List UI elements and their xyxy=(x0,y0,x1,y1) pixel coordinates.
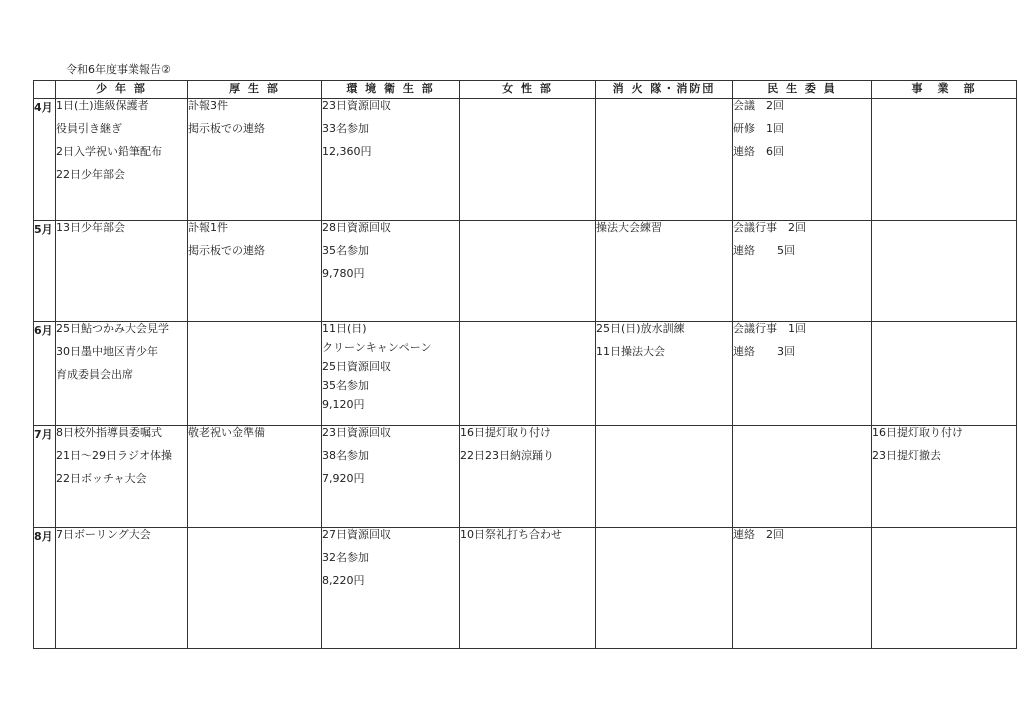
cell-text-line: 16日提灯取り付け xyxy=(872,426,963,439)
cell-text-line: 操法大会練習 xyxy=(596,221,662,234)
cell-business xyxy=(872,426,1017,528)
column-header-environment: 環 境 衛 生 部 xyxy=(322,81,460,99)
cell-youth xyxy=(56,322,188,426)
cell-text-line: 22日23日納涼踊り xyxy=(460,449,554,462)
cell-women xyxy=(460,528,596,649)
cell-women xyxy=(460,426,596,528)
month-label: 5月 xyxy=(34,221,56,322)
cell-women xyxy=(460,221,596,322)
cell-youth xyxy=(56,528,188,649)
cell-women xyxy=(460,99,596,221)
cell-text-line: クリーンキャンペーン xyxy=(322,341,432,354)
cell-youth xyxy=(56,426,188,528)
cell-text-line: 23日資源回収 xyxy=(322,426,391,439)
cell-text-line: 33名参加 xyxy=(322,122,369,135)
cell-text-line: 連絡 2回 xyxy=(733,528,784,541)
cell-environment xyxy=(322,221,460,322)
column-header-women: 女 性 部 xyxy=(460,81,596,99)
cell-welfare-commissioner xyxy=(733,426,872,528)
column-header-welfare: 厚 生 部 xyxy=(188,81,322,99)
cell-text-line: 27日資源回収 xyxy=(322,528,391,541)
cell-text-line: 育成委員会出席 xyxy=(56,368,133,381)
cell-business xyxy=(872,99,1017,221)
cell-text-line: 会議行事 2回 xyxy=(733,221,806,234)
cell-fire-brigade xyxy=(596,426,733,528)
table-row xyxy=(34,99,1017,221)
cell-welfare xyxy=(188,528,322,649)
cell-welfare-commissioner xyxy=(733,99,872,221)
cell-text-line: 敬老祝い金準備 xyxy=(188,426,265,439)
cell-welfare xyxy=(188,426,322,528)
cell-business xyxy=(872,528,1017,649)
cell-welfare xyxy=(188,322,322,426)
cell-text-line: 訃報1件 xyxy=(188,221,228,234)
cell-fire-brigade xyxy=(596,99,733,221)
cell-text-line: 掲示板での連絡 xyxy=(188,122,265,135)
month-label: 4月 xyxy=(34,99,56,221)
table-row xyxy=(34,322,1017,426)
column-header-business: 事 業 部 xyxy=(872,81,1017,99)
table-row xyxy=(34,221,1017,322)
cell-text-line: 25日鮎つかみ大会見学 xyxy=(56,322,169,335)
cell-fire-brigade xyxy=(596,221,733,322)
month-label: 6月 xyxy=(34,322,56,426)
cell-women xyxy=(460,322,596,426)
cell-welfare xyxy=(188,99,322,221)
table-header-row xyxy=(34,81,1017,99)
column-header-fire-brigade: 消 火 隊・消防団 xyxy=(596,81,733,99)
cell-welfare-commissioner xyxy=(733,322,872,426)
cell-text-line: 1日(土)進級保護者 xyxy=(56,99,149,112)
cell-business xyxy=(872,221,1017,322)
column-header-youth: 少 年 部 xyxy=(56,81,188,99)
cell-text-line: 16日提灯取り付け xyxy=(460,426,551,439)
cell-text-line: 連絡 5回 xyxy=(733,244,795,257)
cell-text-line: 11日操法大会 xyxy=(596,345,665,358)
month-label: 8月 xyxy=(34,528,56,649)
cell-environment xyxy=(322,322,460,426)
cell-fire-brigade xyxy=(596,528,733,649)
cell-text-line: 8日校外指導員委嘱式 xyxy=(56,426,162,439)
column-header-welfare-commissioner: 民 生 委 員 xyxy=(733,81,872,99)
month-column-header xyxy=(34,81,56,99)
cell-text-line: 21日～29日ラジオ体操 xyxy=(56,449,172,462)
cell-text-line: 10日祭礼打ち合わせ xyxy=(460,528,562,541)
table-row xyxy=(34,528,1017,649)
cell-text-line: 7日ボーリング大会 xyxy=(56,528,151,541)
cell-text-line: 25日資源回収 xyxy=(322,360,391,373)
cell-text-line: 25日(日)放水訓練 xyxy=(596,322,685,335)
cell-text-line: 7,920円 xyxy=(322,472,365,485)
cell-environment xyxy=(322,426,460,528)
cell-text-line: 役員引き継ぎ xyxy=(56,122,122,135)
cell-text-line: 13日少年部会 xyxy=(56,221,125,234)
cell-text-line: 23日提灯撤去 xyxy=(872,449,941,462)
cell-text-line: 連絡 6回 xyxy=(733,145,784,158)
cell-environment xyxy=(322,528,460,649)
cell-youth xyxy=(56,99,188,221)
cell-text-line: 30日墨中地区青少年 xyxy=(56,345,158,358)
cell-text-line: 訃報3件 xyxy=(188,99,228,112)
cell-welfare xyxy=(188,221,322,322)
cell-text-line: 32名参加 xyxy=(322,551,369,564)
cell-welfare-commissioner xyxy=(733,221,872,322)
cell-text-line: 会議 2回 xyxy=(733,99,784,112)
cell-text-line: 11日(日) xyxy=(322,322,367,335)
cell-text-line: 35名参加 xyxy=(322,244,369,257)
cell-text-line: 掲示板での連絡 xyxy=(188,244,265,257)
cell-text-line: 9,780円 xyxy=(322,267,365,280)
cell-text-line: 8,220円 xyxy=(322,574,365,587)
cell-text-line: 35名参加 xyxy=(322,379,369,392)
document-title: 令和6年度事業報告② xyxy=(66,63,171,76)
cell-text-line: 22日ボッチャ大会 xyxy=(56,472,147,485)
cell-text-line: 9,120円 xyxy=(322,398,365,411)
cell-youth xyxy=(56,221,188,322)
cell-text-line: 12,360円 xyxy=(322,145,372,158)
month-label: 7月 xyxy=(34,426,56,528)
activity-report-table xyxy=(33,80,1017,649)
cell-text-line: 23日資源回収 xyxy=(322,99,391,112)
cell-welfare-commissioner xyxy=(733,528,872,649)
table-row xyxy=(34,426,1017,528)
cell-text-line: 2日入学祝い鉛筆配布 xyxy=(56,145,162,158)
cell-text-line: 38名参加 xyxy=(322,449,369,462)
cell-text-line: 22日少年部会 xyxy=(56,168,125,181)
cell-fire-brigade xyxy=(596,322,733,426)
cell-business xyxy=(872,322,1017,426)
cell-environment xyxy=(322,99,460,221)
cell-text-line: 研修 1回 xyxy=(733,122,784,135)
cell-text-line: 28日資源回収 xyxy=(322,221,391,234)
cell-text-line: 連絡 3回 xyxy=(733,345,795,358)
cell-text-line: 会議行事 1回 xyxy=(733,322,806,335)
